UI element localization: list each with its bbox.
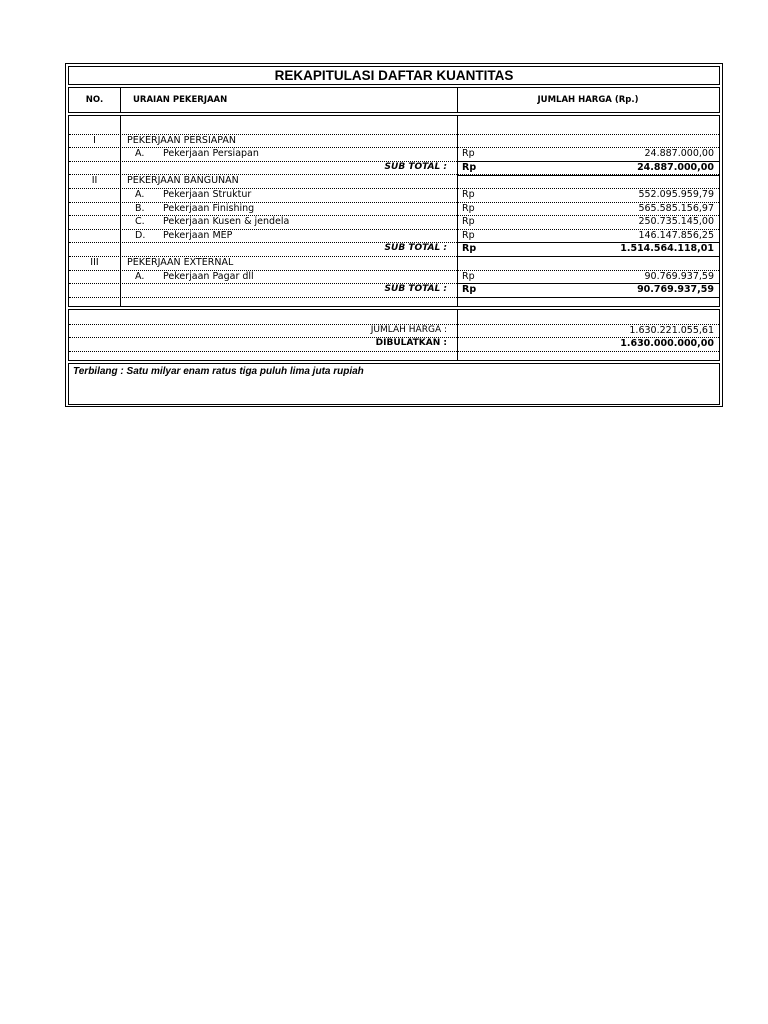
subtotal-amount: 90.769.937,59: [637, 284, 714, 296]
item-row: [69, 270, 719, 285]
item-currency: Rp: [462, 202, 475, 214]
section-number: I: [93, 134, 96, 146]
item-amount: 90.769.937,59: [644, 270, 714, 282]
item-letter: A.: [135, 189, 145, 200]
section-name: PEKERJAAN EXTERNAL: [127, 257, 234, 268]
subtotal-amount: 1.514.564.118,01: [620, 243, 714, 255]
subtotal-label: SUB TOTAL :: [384, 284, 447, 295]
item-name: Pekerjaan Persiapan: [163, 148, 259, 160]
terbilang-box: [68, 363, 720, 405]
subtotal-currency: Rp: [462, 243, 477, 255]
item-row: [69, 229, 719, 244]
jumlah-label: JUMLAH HARGA :: [370, 324, 447, 335]
subtotal-row: [69, 283, 719, 298]
item-letter: D.: [135, 229, 146, 241]
item-row: [69, 147, 719, 162]
item-letter: A.: [135, 148, 145, 160]
spacer-row: [69, 310, 719, 325]
item-currency: Rp: [462, 189, 475, 200]
item-amount: 552.095.959,79: [638, 189, 714, 200]
item-currency: Rp: [462, 148, 475, 160]
spacer-row: [69, 120, 719, 135]
dibulatkan-amount: 1.630.000.000,00: [620, 338, 714, 350]
item-letter: C.: [135, 216, 145, 228]
item-currency: Rp: [462, 216, 475, 228]
subtotal-amount: 24.887.000,00: [637, 161, 714, 173]
section-name: PEKERJAAN PERSIAPAN: [127, 134, 236, 146]
item-name: Pekerjaan MEP: [163, 229, 233, 241]
terbilang-text: Terbilang : Satu milyar enam ratus tiga puluh lima juta rupiah: [73, 366, 364, 377]
item-row: [69, 188, 719, 203]
jumlah-amount: 1.630.221.055,61: [629, 324, 714, 336]
section-row: [69, 256, 719, 271]
subtotal-currency: Rp: [462, 161, 477, 173]
item-name: Pekerjaan Struktur: [163, 189, 252, 200]
item-row: [69, 215, 719, 230]
section-row: [69, 174, 719, 189]
header-jumlah: JUMLAH HARGA (Rp.): [537, 95, 639, 105]
item-letter: A.: [135, 270, 145, 282]
dibulatkan-row: [69, 337, 719, 352]
table-header: [68, 87, 720, 113]
item-letter: B.: [135, 202, 145, 214]
jumlah-row: [69, 324, 719, 339]
subtotal-row: [69, 161, 719, 176]
section-number: II: [91, 175, 98, 187]
item-currency: Rp: [462, 229, 475, 241]
item-amount: 250.735.145,00: [638, 216, 714, 228]
section-row: [69, 134, 719, 149]
item-row: [69, 202, 719, 217]
item-amount: 24.887.000,00: [644, 148, 714, 160]
page-title: REKAPITULASI DAFTAR KUANTITAS: [68, 66, 720, 85]
item-name: Pekerjaan Pagar dll: [163, 270, 254, 282]
item-name: Pekerjaan Kusen & jendela: [163, 216, 290, 228]
item-amount: 565.585.156,97: [638, 202, 714, 214]
header-divider: [120, 88, 121, 112]
subtotal-label: SUB TOTAL :: [384, 161, 447, 172]
header-no: NO.: [85, 95, 104, 105]
item-currency: Rp: [462, 270, 475, 282]
section-number: III: [90, 257, 99, 268]
subtotal-label: SUB TOTAL :: [384, 243, 447, 254]
totals-block: [68, 309, 720, 361]
subtotal-currency: Rp: [462, 284, 477, 296]
dibulatkan-label: DIBULATKAN :: [375, 338, 447, 349]
item-name: Pekerjaan Finishing: [163, 202, 255, 214]
table-body: [68, 115, 720, 307]
item-amount: 146.147.856,25: [638, 229, 714, 241]
header-uraian: URAIAN PEKERJAAN: [133, 95, 228, 105]
recap-sheet: [65, 63, 723, 407]
section-name: PEKERJAAN BANGUNAN: [127, 175, 239, 187]
subtotal-row: [69, 242, 719, 257]
